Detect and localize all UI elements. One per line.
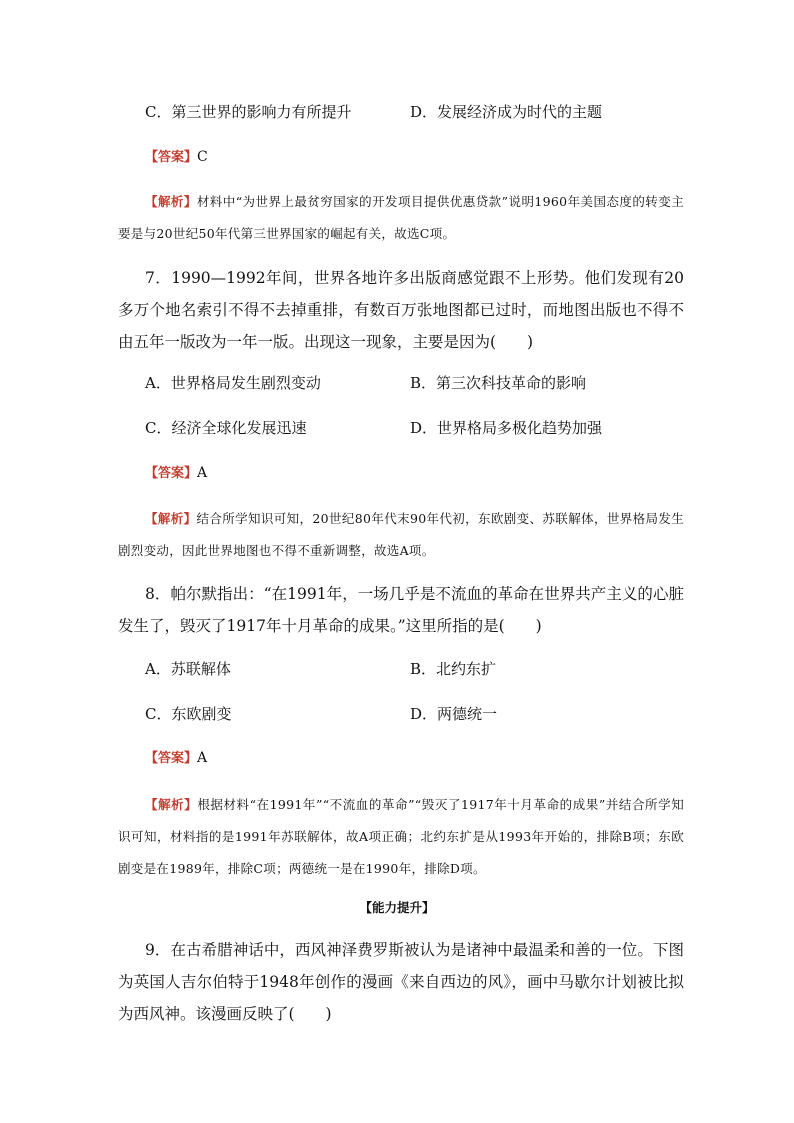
q6-answer [145, 147, 208, 168]
q9-stem: 9．在古希腊神话中，西风神泽费罗斯被认为是诸神中最温柔和善的一位。下图为英国人吉尔伯特于1948年创作的漫画《来自西边的风》，画中马歇尔计划被比拟为西风神。该漫画反映了( ) [118, 941, 684, 1023]
q8-analysis [118, 789, 684, 885]
q6-analysis [118, 186, 684, 250]
answer-tag: 【答案】 [145, 150, 198, 165]
analysis-tag: 【解析】 [145, 797, 198, 812]
q8-answer [145, 748, 207, 769]
q7-option-b: B．第三次科技革命的影响 [410, 374, 587, 392]
answer-value: A [197, 750, 208, 766]
q7-analysis [118, 503, 684, 567]
answer-value: C [197, 149, 208, 165]
answer-value: A [197, 465, 208, 481]
q8-option-b: B．北约东扩 [410, 660, 497, 678]
analysis-tag: 【解析】 [145, 194, 197, 209]
q7-option-a: A．世界格局发生剧烈变动 [145, 374, 321, 392]
q8-option-d: D．两德统一 [410, 705, 498, 723]
q8-option-c: C．东欧剧变 [145, 705, 232, 723]
answer-tag: 【答案】 [145, 466, 198, 481]
q7-option-c: C．经济全球化发展迅速 [145, 419, 307, 437]
q8-stem: 8．帕尔默指出：“在1991年，一场几乎是不流血的革命在世界共产主义的心脏发生了，毁灭了1917年十月革命的成果。”这里所指的是( ) [118, 585, 684, 635]
analysis-tag: 【解析】 [145, 511, 197, 526]
q7-stem: 7．1990—1992年间，世界各地许多出版商感觉跟不上形势。他们发现有20多万个地名索引不得不去掉重排，有数百万张地图都已过时，而地图出版也不得不由五年一版改为一年一版。出现这一现象，主要是因为( ) [118, 269, 684, 351]
q6-option-d: D．发展经济成为时代的主题 [410, 103, 603, 121]
analysis-text: 结合所学知识可知，20世纪80年代末90年代初，东欧剧变、苏联解体，世界格局发生剧烈变动，因此世界地图也不得不重新调整，故选A项。 [118, 511, 685, 558]
answer-tag: 【答案】 [145, 751, 198, 766]
q7-answer [145, 463, 207, 484]
q7-option-d: D．世界格局多极化趋势加强 [410, 419, 603, 437]
analysis-text: 根据材料“在1991年”“不流血的革命”“毁灭了1917年十月革命的成果”并结合所学知识可知，材料指的是1991年苏联解体，故A项正确；北约东扩是从1993年开始的，排除B项；东欧剧变是在1989年，排除C项；两德统一是在1990年，排除D项。 [118, 797, 685, 876]
q8-option-a: A．苏联解体 [145, 660, 231, 678]
q6-option-c: C．第三世界的影响力有所提升 [145, 103, 352, 121]
section-title: 【能力提升】 [359, 900, 435, 915]
analysis-text: 材料中“为世界上最贫穷国家的开发项目提供优惠贷款”说明1960年美国态度的转变主要是与20世纪50年代第三世界国家的崛起有关，故选C项。 [118, 194, 685, 241]
